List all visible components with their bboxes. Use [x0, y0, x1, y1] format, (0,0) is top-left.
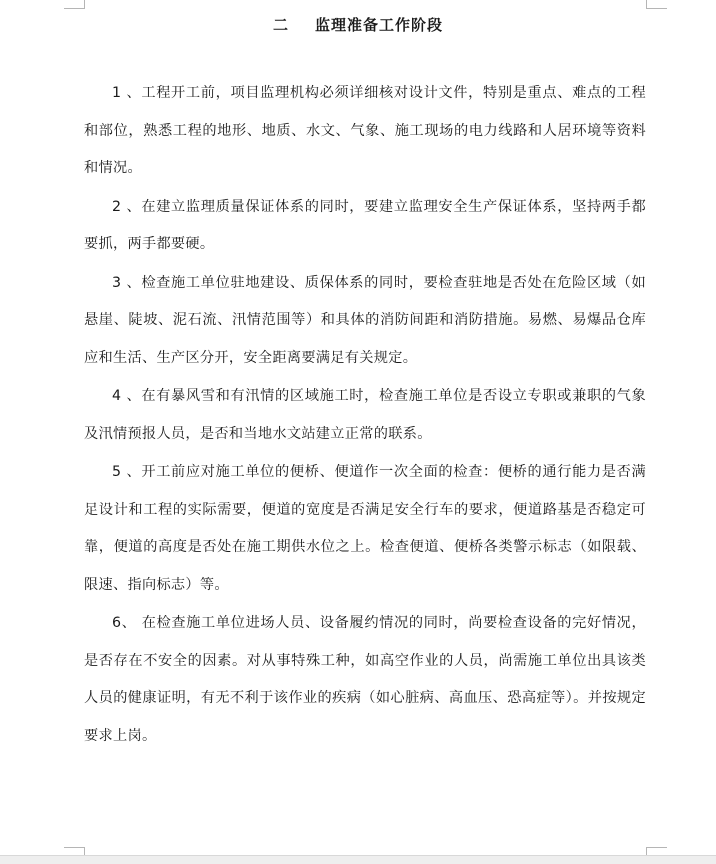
- crop-mark-top-left: [64, 0, 85, 9]
- section-title-text: 监理准备工作阶段: [315, 16, 444, 34]
- paragraph-2: 2 、在建立监理质量保证体系的同时，要建立监理安全生产保证体系，坚持两手都要抓，两手都要硬。: [84, 198, 646, 252]
- paragraph-3: 3 、检查施工单位驻地建设、质保体系的同时，要检查驻地是否处在危险区域（如悬崖、陡坡、泥石流、汛情范围等）和具体的消防间距和消防措施。易燃、易爆品仓库应和生活、生产区分开，安全距离要满足有关规定。: [84, 274, 646, 366]
- crop-mark-top-right: [646, 0, 667, 9]
- section-title: [0, 14, 716, 36]
- paragraph-6: 6、 在检查施工单位进场人员、设备履约情况的同时，尚要检查设备的完好情况，是否存在不安全的因素。对从事特殊工种，如高空作业的人员，尚需施工单位出具该类人员的健康证明，有无不利于该作业的疾病（如心脏病、高血压、恐高症等）。并按规定要求上岗。: [84, 615, 646, 744]
- paragraph-4: 4 、在有暴风雪和有汛情的区域施工时，检查施工单位是否设立专职或兼职的气象及汛情预报人员，是否和当地水文站建立正常的联系。: [84, 388, 646, 442]
- document-body: [84, 75, 646, 756]
- section-number: 二: [272, 16, 289, 34]
- paragraph-1: 1 、工程开工前，项目监理机构必须详细核对设计文件，特别是重点、难点的工程和部位，熟悉工程的地形、地质、水文、气象、施工现场的电力线路和人居环境等资料和情况。: [84, 85, 646, 176]
- paragraph-5: 5 、开工前应对施工单位的便桥、便道作一次全面的检查：便桥的通行能力是否满足设计和工程的实际需要，便道的宽度是否满足安全行车的要求，便道路基是否稳定可靠，便道的高度是否处在施工期供水位之上。检查便道、便桥各类警示标志（如限载、限速、指向标志）等。: [84, 464, 646, 593]
